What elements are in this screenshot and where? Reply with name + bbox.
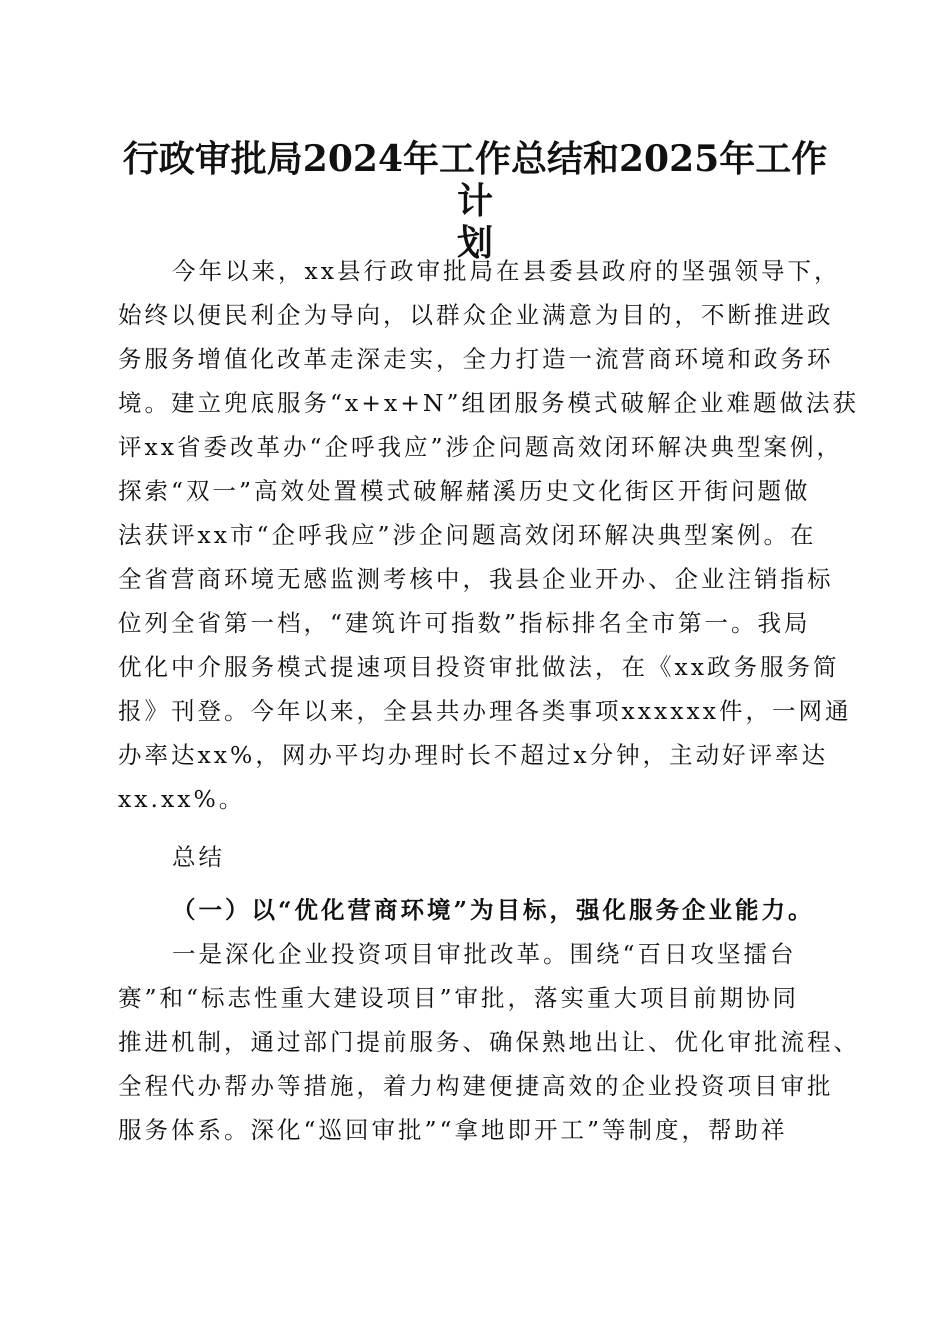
title-line-1: 行政审批局2024年工作总结和2025年工作计 [122, 138, 828, 222]
intro-line: 境。建立兜底服务“x+x+N”组团服务模式破解企业难题做法获 [118, 389, 859, 417]
intro-line: xx.xx%。 [118, 785, 246, 813]
intro-line: 报》刊登。今年以来，全县共办理各类事项xxxxxx件，一网通 [118, 697, 852, 725]
title-line-2: 划 [456, 222, 493, 264]
intro-line: 始终以便民利企为导向，以群众企业满意为目的，不断推进政 [118, 301, 834, 329]
intro-line: 探索“双一”高效处置模式破解赭溪历史文化街区开街问题做 [118, 477, 811, 505]
section-heading: （一）以“优化营商环境”为目标，强化服务企业能力。 [172, 896, 815, 924]
intro-line: 优化中介服务模式提速项目投资审批做法，在《xx政务服务简 [118, 653, 840, 681]
section-line: 赛”和“标志性重大建设项目”审批，落实重大项目前期协同 [118, 984, 800, 1012]
intro-line: 全省营商环境无感监测考核中，我县企业开办、企业注销指标 [118, 565, 834, 593]
intro-line: 今年以来，xx县行政审批局在县委县政府的坚强领导下， [172, 257, 841, 285]
section-line: 服务体系。深化“巡回审批”“拿地即开工”等制度，帮助祥 [118, 1116, 788, 1144]
summary-label: 总结 [172, 843, 225, 871]
section-line: 推进机制，通过部门提前服务、确保熟地出让、优化审批流程、 [118, 1028, 860, 1056]
intro-line: 办率达xx%，网办平均办理时长不超过x分钟，主动好评率达 [118, 741, 829, 769]
document-title [110, 138, 840, 264]
intro-line: 位列全省第一档，“建筑许可指数”指标排名全市第一。我局 [118, 609, 811, 637]
intro-line: 务服务增值化改革走深走实，全力打造一流营商环境和政务环 [118, 345, 834, 373]
section-line: 全程代办帮办等措施，着力构建便捷高效的企业投资项目审批 [118, 1072, 834, 1100]
intro-line: 评xx省委改革办“企呼我应”涉企问题高效闭环解决典型案例， [118, 433, 844, 461]
section-line: 一是深化企业投资项目审批改革。围绕“百日攻坚擂台 [172, 940, 797, 968]
intro-line: 法获评xx市“企呼我应”涉企问题高效闭环解决典型案例。在 [118, 521, 817, 549]
